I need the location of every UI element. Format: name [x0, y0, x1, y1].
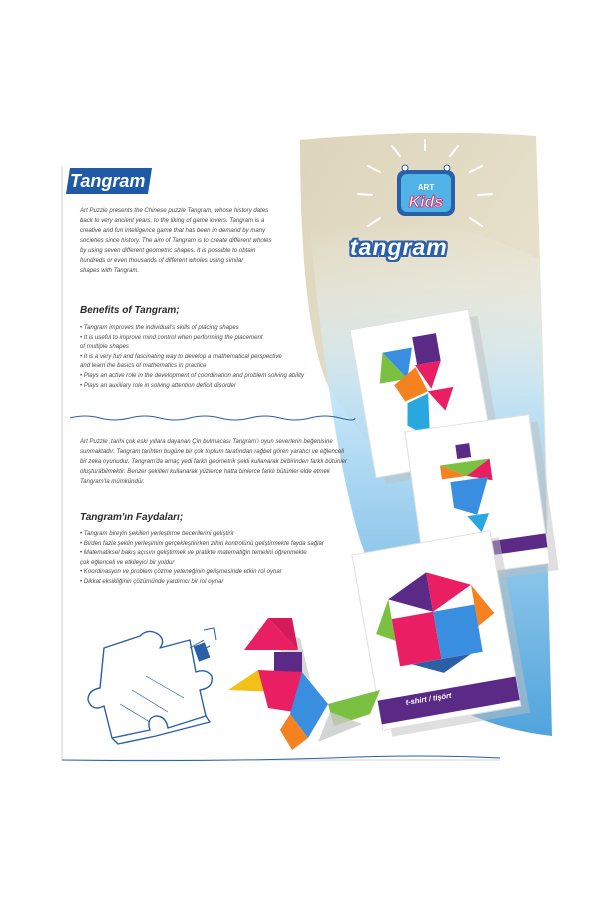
intro-line: Tangram'la mümkündür. — [80, 478, 145, 485]
logo-top-text: ART — [417, 183, 435, 192]
intro-line: societies since history. The aim of Tangram is to create different wholes — [80, 237, 272, 244]
intro-line: bir zeka oyunudur. Tangram'da amaç yedi farklı geometrik şekli kullanarak birbirinden farklı bütünler — [80, 458, 348, 465]
list-item: • Tangram improves the individual's skills of placing shapes — [80, 324, 239, 331]
intro-line: by using seven different geometric shapes. It is possible to obtain — [80, 247, 256, 254]
list-item: • It is useful to improve mind control when performing the placement — [80, 333, 263, 341]
logo-main-text: Kids — [408, 194, 444, 211]
list-item: • Dikkat eksikliğinin çözümünde yardımcı bir rol oynar — [80, 577, 224, 585]
list-item: • Plays an active role in the development of coordination and problem solving ability — [80, 371, 305, 379]
card-caption: t-shirt / tişört — [405, 690, 453, 707]
intro-line: shapes with Tangram. — [80, 267, 140, 274]
list-item: • Koordinasyon ve problem çözme yeteneğinin gelişmesinde etkin rol oynar — [80, 568, 282, 576]
list-item: of multiple shapes — [80, 343, 129, 351]
list-item: çok eğlenceli ve etkileyici bir yoldur — [80, 558, 175, 566]
wave-divider — [70, 416, 355, 420]
list-item: • Matematiksel bakış açısını geliştirmek ve pratikte matematiğin temelini öğrenmekte — [80, 549, 307, 557]
list-item: • Birden fazla şeklin yerleşimini gerçekleştirirken zihin kontrolünü geliştirmekte fayda sağlar — [80, 539, 324, 547]
page-title: Tangram — [70, 171, 146, 191]
benefits-list-tr — [80, 529, 324, 587]
intro-line: back to very ancient years, to the liking of game lovers. Tangram is a — [80, 217, 265, 224]
list-item: and learn the basics of mathematics in practice — [80, 362, 207, 370]
list-item: • Tangram bireyin şekilleri yerleştirme becerilerini geliştirir — [80, 530, 234, 537]
list-item: • It is a very fun and fascinating way to develop a mathematical perspective — [80, 352, 282, 360]
tangram-bird-pieces — [228, 618, 380, 750]
intro-paragraph-en — [80, 206, 319, 276]
benefits-list-en — [80, 323, 304, 390]
benefits-heading-en: Benefits of Tangram; — [80, 305, 180, 316]
size-label-3mm — [194, 642, 211, 661]
intro-line: Art Puzzle presents the Chinese puzzle Tangram, whose history dates — [80, 207, 269, 214]
list-item: • Plays an auxiliary role in solving attention deficit disorder — [80, 381, 236, 389]
intro-line: hundreds or even thousands of different wholes using similar — [80, 257, 244, 264]
product-name: tangram — [350, 234, 448, 260]
intro-line: oluşturabilmektir. Benzer şekilleri kullanarak yüzlerce hatta binlerce farklı bütünler elde etmek — [80, 468, 330, 475]
intro-line: Art Puzzle ,tarihi çok eski yıllara dayanan Çin bulmacası Tangram'ı oyun severlerin beğenisine — [80, 438, 333, 445]
benefits-heading-tr: Tangram'ın Faydaları; — [80, 512, 184, 523]
intro-paragraph-tr — [80, 437, 374, 487]
intro-line: sunmaktadır. Tangram tarihten bugüne bir çok toplum tarafından rağbet gören yaratıcı ve eğlenceli — [80, 448, 344, 455]
intro-line: creative and fun intelligence game that has been in demand by many — [80, 227, 266, 234]
art-kids-logo — [391, 160, 461, 222]
